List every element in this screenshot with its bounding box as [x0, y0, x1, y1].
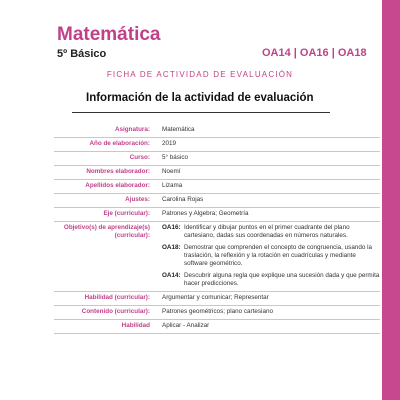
- row-label: Habilidad (curricular):: [54, 292, 156, 306]
- table-row: [54, 208, 380, 222]
- table-row: [54, 138, 380, 152]
- table-row: [54, 180, 380, 194]
- row-value: Argumentar y comunicar; Representar: [156, 292, 380, 306]
- info-table: [54, 124, 380, 334]
- ficha-title: FICHA DE ACTIVIDAD DE EVALUACIÓN: [106, 70, 294, 79]
- subject-title: Matemática: [57, 24, 161, 45]
- objective-item: [162, 272, 380, 288]
- row-value: Patrones geométricos; plano cartesiano: [156, 306, 380, 320]
- row-value: Aplicar - Analizar: [156, 320, 380, 334]
- table-row: [54, 166, 380, 180]
- objective-item: [162, 224, 380, 240]
- table-row: [54, 306, 380, 320]
- section-divider: [72, 112, 330, 113]
- objectives-list: [156, 222, 380, 292]
- row-label: Apellidos elaborador:: [54, 180, 156, 194]
- objective-text: Identificar y dibujar puntos en el primer cuadrante del plano cartesiano, dadas sus coordenadas en números naturales.: [184, 224, 350, 239]
- side-color-band: [382, 0, 400, 400]
- row-value: 2019: [156, 138, 380, 152]
- objective-text: Descubrir alguna regla que explique una sucesión dada y que permita hacer predicciones.: [184, 272, 380, 287]
- table-row: [54, 320, 380, 334]
- objective-item: [162, 244, 380, 268]
- row-label: Asignatura:: [54, 124, 156, 138]
- row-label: Curso:: [54, 152, 156, 166]
- table-row: [54, 124, 380, 138]
- row-label: Eje (curricular):: [54, 208, 156, 222]
- objective-code: OA16:: [162, 224, 181, 231]
- row-label: Nombres elaborador:: [54, 166, 156, 180]
- row-label: Ajustes:: [54, 194, 156, 208]
- objective-code: OA14:: [162, 272, 181, 279]
- objectives-label: Objetivo(s) de aprendizaje(s) (curricular):: [54, 222, 156, 292]
- table-row: [54, 292, 380, 306]
- row-value: 5° básico: [156, 152, 380, 166]
- row-value: Patrones y Algebra; Geometría: [156, 208, 380, 222]
- row-label: Habilidad: [54, 320, 156, 334]
- section-title: Información de la actividad de evaluación: [86, 92, 314, 104]
- row-value: Noemí: [156, 166, 380, 180]
- oa-codes: OA14 | OA16 | OA18: [262, 47, 367, 59]
- table-row: [54, 194, 380, 208]
- objective-code: OA18:: [162, 244, 181, 251]
- grade-level: 5º Básico: [57, 48, 107, 60]
- row-label: Contenido (curricular):: [54, 306, 156, 320]
- objectives-row: [54, 222, 380, 292]
- row-value: Matemática: [156, 124, 380, 138]
- row-value: Carolina Rojas: [156, 194, 380, 208]
- table-row: [54, 152, 380, 166]
- row-label: Año de elaboración:: [54, 138, 156, 152]
- row-value: Lizama: [156, 180, 380, 194]
- objective-text: Demostrar que comprenden el concepto de congruencia, usando la traslación, la reflexión y la rotación en cuadrículas y mediante software geométrico.: [184, 244, 372, 267]
